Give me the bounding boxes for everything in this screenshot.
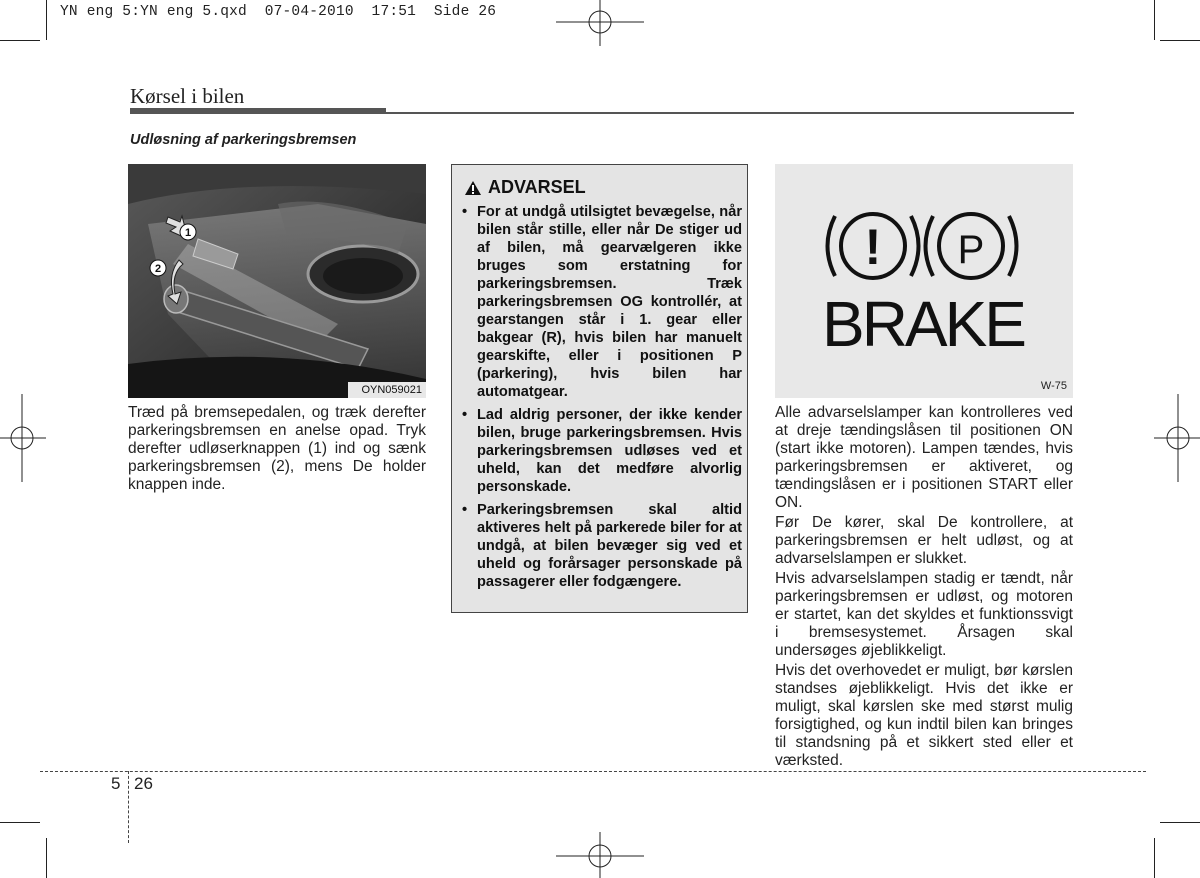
exclamation-mark: ! <box>864 219 882 275</box>
title-rule <box>386 112 1074 114</box>
figure-caption: OYN059021 <box>361 384 422 396</box>
warning-item: • Lad aldrig personer, der ikke kender bilen, bruge parkeringsbremsen. Hvis parkeringsbremsen udløses ved et uheld, kan det medføre alvorlig personskade. <box>462 407 742 495</box>
callout-1: 1 <box>184 227 192 239</box>
warning-triangle-icon <box>464 180 482 196</box>
parking-brake-photo <box>128 164 426 398</box>
subheading: Udløsning af parkeringsbremsen <box>130 132 357 148</box>
warning-list <box>460 203 742 596</box>
brake-warning-lamp-figure <box>775 164 1073 398</box>
paragraph: Før De kører, skal De kontrollere, at parkeringsbremsen er helt udløst, og at advarselslampen er slukket. <box>775 514 1073 567</box>
footer-divider <box>128 771 129 843</box>
warning-header <box>464 177 586 198</box>
paragraph: Alle advarselslamper kan kontrolleres ved at dreje tændingslåsen til positionen ON (start ikke motoren). Lampen tændes, hvis parkeringsbremsen er aktiveret, og tændingslåsen er i positionen START eller ON. <box>775 404 1073 511</box>
callout-2: 2 <box>154 263 162 275</box>
figure-caption: W-75 <box>1040 380 1067 392</box>
paragraph: Hvis det overhovedet er muligt, bør kørslen standses øjeblikkeligt. Hvis det ikke er muligt, skal kørslen ske med størst mulig forsigtighed, og kun indtil bilen kan bringes til standsning på et sikkert sted eller et værksted. <box>775 662 1073 769</box>
parking-letter: P <box>957 228 985 272</box>
title-rule <box>130 108 386 114</box>
print-header: YN eng 5:YN eng 5.qxd 07-04-2010 17:51 Side 26 <box>60 4 497 20</box>
page-number: 26 <box>134 774 153 793</box>
brake-label: BRAKE <box>822 288 1024 360</box>
brake-warning-icon <box>775 164 1073 398</box>
warning-box <box>451 164 748 613</box>
parking-brake-illustration <box>128 164 426 398</box>
warning-lamp-text <box>775 404 1073 772</box>
section-title: Kørsel i bilen <box>130 84 245 108</box>
paragraph: Hvis advarselslampen stadig er tændt, når parkeringsbremsen er udløst, og motoren er startet, kan det skyldes et funktionssvigt i bremsesystemet. Årsagen skal undersøges øjeblikkeligt. <box>775 570 1073 659</box>
warning-title: ADVARSEL <box>488 177 586 197</box>
warning-item: • For at undgå utilsigtet bevægelse, når bilen står stille, eller når De stiger ud af bilen, må gearvælgeren ikke bruges som erstatning for parkeringsbremsen. Træk parkeringsbremsen OG kontrollér, at gearstangen står i 1. gear eller bakgear (R), hvis bilen har manuelt gearskifte, eller i positionen P (parkering), hvis bilen har automatgear. <box>462 204 742 400</box>
release-instructions: Træd på bremsepedalen, og træk derefter parkeringsbremsen en anelse opad. Tryk derefter udløserknappen (1) ind og sænk parkeringsbremsen (2), mens De holder knappen inde. <box>128 404 426 493</box>
warning-item: • Parkeringsbremsen skal altid aktiveres helt på parkerede biler for at undgå, at bilen bevæger sig ved et uheld og forårsager personskade på passagerer eller fodgængere. <box>462 502 742 590</box>
footer-rule <box>40 771 1146 772</box>
chapter-number: 5 <box>111 774 121 793</box>
